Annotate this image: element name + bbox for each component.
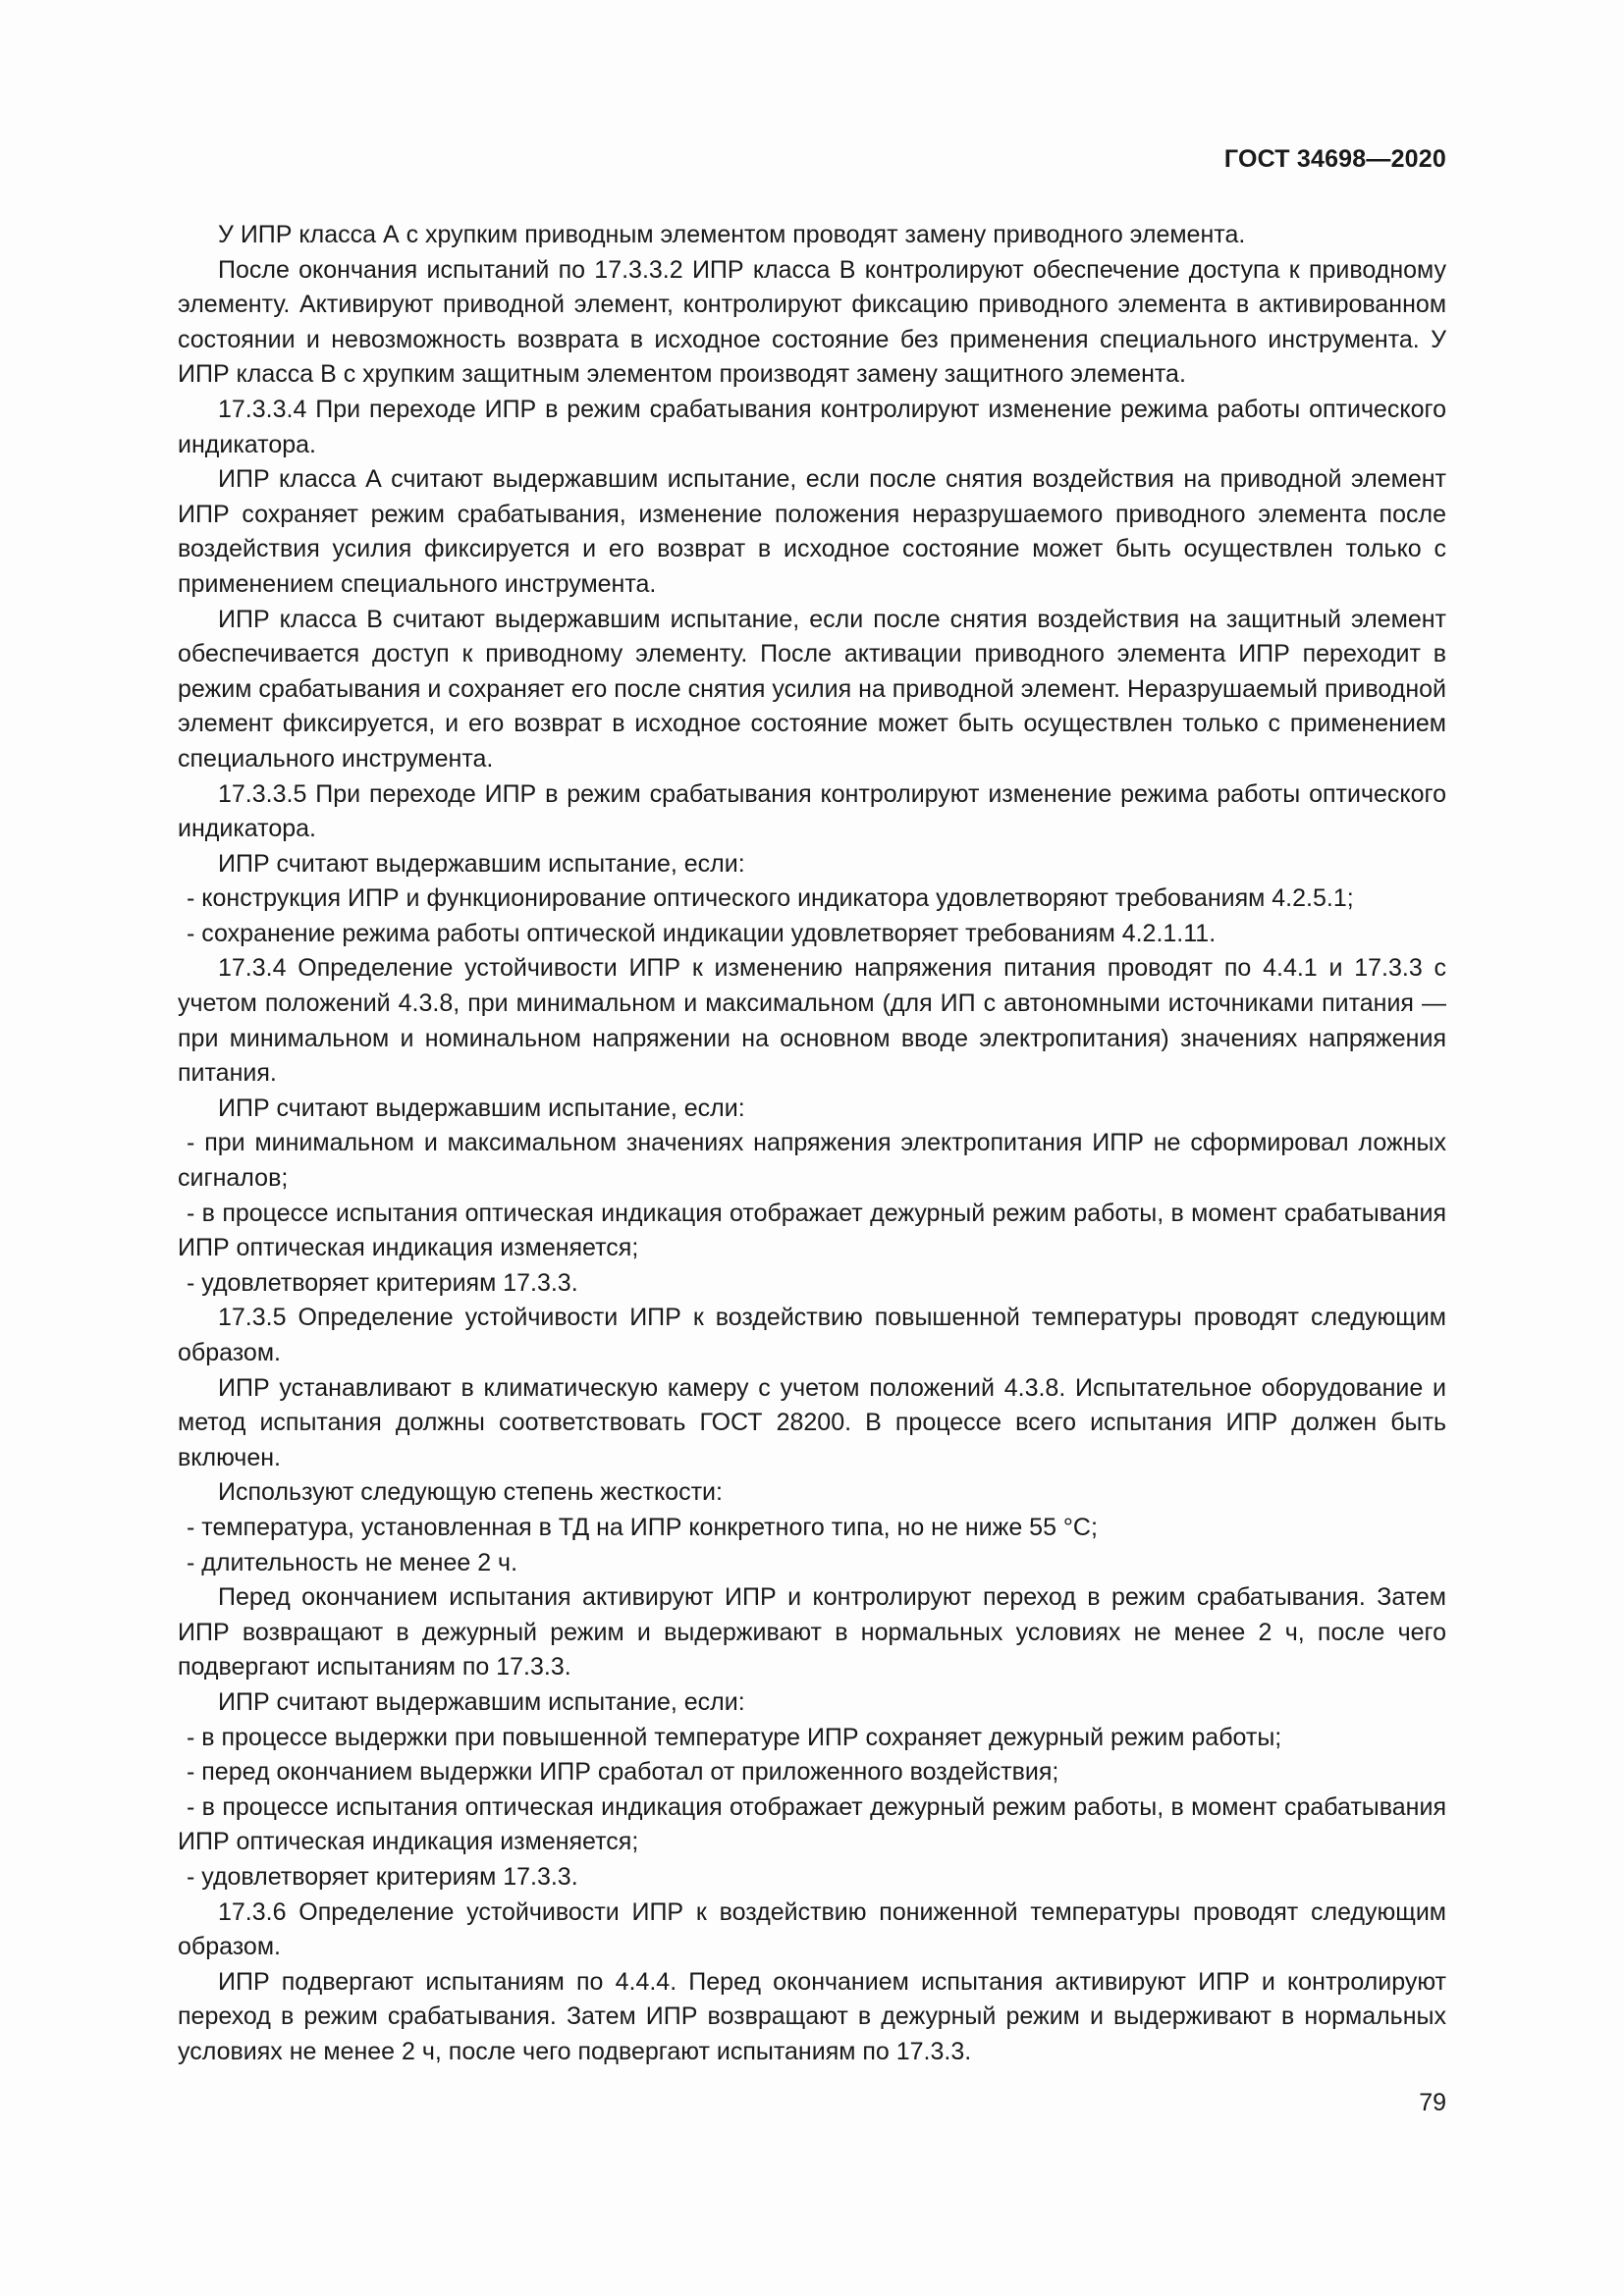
list-item: - удовлетворяет критериям 17.3.3. — [187, 1862, 578, 1891]
paragraph: 17.3.6 Определение устойчивости ИПР к воздействию пониженной температуры проводят следующим образом. — [178, 1897, 1446, 1961]
paragraph: ИПР устанавливают в климатическую камеру с учетом положений 4.3.8. Испытательное оборудование и метод испытания должны соответствовать ГОСТ 28200. В процессе всего испытания ИПР должен быть включен. — [178, 1373, 1446, 1471]
paragraph: ИПР класса А считают выдержавшим испытание, если после снятия воздействия на приводной элемент ИПР сохраняет режим срабатывания, изменение положения неразрушаемого приводного элемента после воздействия усилия фиксируется и его возврат в исходное состояние может быть осуществлен только с применением специального инструмента. — [178, 465, 1446, 598]
list-item: - конструкция ИПР и функционирование оптического индикатора удовлетворяют требованиям 4.2.5.1; — [187, 884, 1354, 913]
paragraph: Используют следующую степень жесткости: — [218, 1478, 723, 1507]
paragraph: Перед окончанием испытания активируют ИПР и контролируют переход в режим срабатывания. Затем ИПР возвращают в дежурный режим и выдерживают в нормальных условиях не менее 2 ч, после чего подвергают испытаниям по 17.3.3. — [178, 1583, 1446, 1682]
list-item: - длительность не менее 2 ч. — [187, 1548, 518, 1576]
list-item: - сохранение режима работы оптической индикации удовлетворяет требованиям 4.2.1.11. — [187, 919, 1217, 947]
paragraph: 17.3.5 Определение устойчивости ИПР к воздействию повышенной температуры проводят следующим образом. — [178, 1304, 1446, 1366]
page-number: 79 — [1419, 2089, 1446, 2116]
paragraph: ИПР считают выдержавшим испытание, если: — [218, 1094, 745, 1122]
list-item: - температура, установленная в ТД на ИПР конкретного типа, но не ниже 55 °С; — [187, 1513, 1098, 1541]
paragraph: ИПР считают выдержавшим испытание, если: — [218, 1687, 745, 1716]
paragraph: ИПР считают выдержавшим испытание, если: — [218, 849, 745, 878]
list-item: - в процессе испытания оптическая индикация отображает дежурный режим работы, в момент срабатывания ИПР оптическая индикация изменяется; — [178, 1199, 1446, 1262]
document-header: ГОСТ 34698—2020 — [1223, 145, 1446, 173]
paragraph: После окончания испытаний по 17.3.3.2 ИПР класса В контролируют обеспечение доступа к приводному элементу. Активируют приводной элемент, контролируют фиксацию приводного элемента в активированном состоянии и невозможность возврата в исходное состояние без применения специального инструмента. У ИПР класса В с хрупким защитным элементом производят замену защитного элемента. — [178, 255, 1446, 389]
paragraph: У ИПР класса А с хрупким приводным элементом проводят замену приводного элемента. — [218, 221, 1246, 248]
paragraph: 17.3.4 Определение устойчивости ИПР к изменению напряжения питания проводят по 4.4.1 и 17.3.3 с учетом положений 4.3.8, при минимальном и максимальном (для ИП с автономными источниками питания — при минимальном и номинальном напряжении на основном вводе электропитания) значениях напряжения питания. — [178, 954, 1446, 1088]
list-item: - перед окончанием выдержки ИПР сработал от приложенного воздействия; — [187, 1758, 1059, 1787]
list-item: - в процессе испытания оптическая индикация отображает дежурный режим работы, в момент срабатывания ИПР оптическая индикация изменяется; — [178, 1792, 1446, 1856]
paragraph: ИПР класса В считают выдержавшим испытание, если после снятия воздействия на защитный элемент обеспечивается доступ к приводному элементу. После активации приводного элемента ИПР переходит в режим срабатывания и сохраняет его после снятия усилия на приводной элемент. Неразрушаемый приводной элемент фиксируется, и его возврат в исходное состояние может быть осуществлен только с применением специального инструмента. — [178, 605, 1446, 773]
list-item: - в процессе выдержки при повышенной температуре ИПР сохраняет дежурный режим работы; — [187, 1723, 1282, 1751]
paragraph: ИПР подвергают испытаниям по 4.4.4. Перед окончанием испытания активируют ИПР и контролируют переход в режим срабатывания. Затем ИПР возвращают в дежурный режим и выдерживают в нормальных условиях не менее 2 ч, после чего подвергают испытаниям по 17.3.3. — [178, 1967, 1446, 2065]
list-item: - удовлетворяет критериям 17.3.3. — [187, 1268, 578, 1297]
paragraph: 17.3.3.4 При переходе ИПР в режим срабатывания контролируют изменение режима работы оптического индикатора. — [178, 395, 1446, 458]
paragraph: 17.3.3.5 При переходе ИПР в режим срабатывания контролируют изменение режима работы оптического индикатора. — [178, 779, 1446, 843]
list-item: - при минимальном и максимальном значениях напряжения электропитания ИПР не сформировал ложных сигналов; — [178, 1129, 1446, 1193]
document-body — [178, 218, 1446, 2069]
